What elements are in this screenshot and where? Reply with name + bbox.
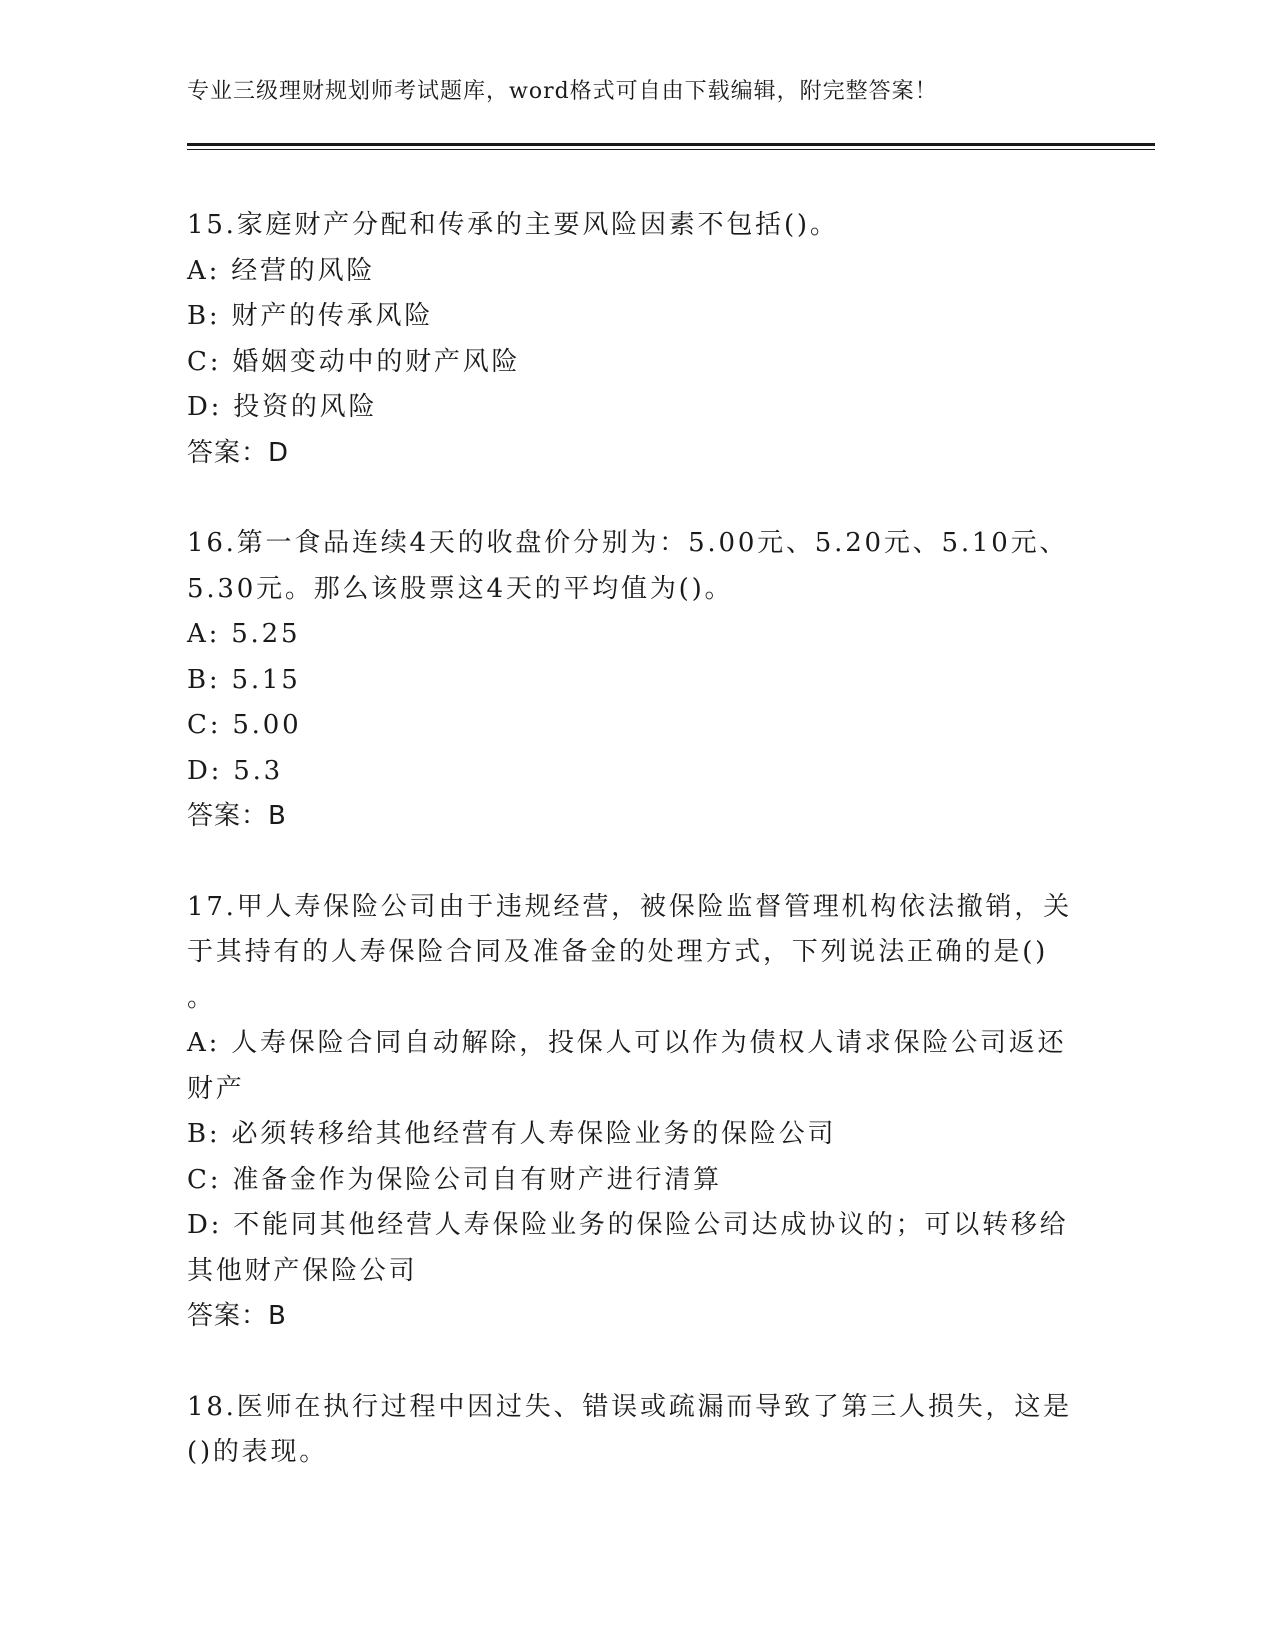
question-stem-line: 。	[187, 982, 216, 1013]
page-header: 专业三级理财规划师考试题库，word格式可自由下载编辑，附完整答案！	[187, 79, 938, 104]
question-stem-line: 17.甲人寿保险公司由于违规经营，被保险监督管理机构依法撤销，关	[187, 891, 1072, 922]
option-c: C: 5.00	[187, 710, 302, 740]
question-stem-line: 15.家庭财产分配和传承的主要风险因素不包括()。	[187, 210, 839, 240]
question-stem-line: ()的表现。	[187, 1437, 329, 1467]
header-rule-thin	[187, 149, 1155, 150]
question-15	[187, 203, 1082, 476]
option-a: A: 经营的风险	[187, 255, 376, 286]
option-c: C: 准备金作为保险公司自有财产进行清算	[187, 1164, 722, 1195]
answer-line: 答案：B	[187, 1301, 287, 1331]
option-d: D: 投资的风险	[187, 392, 378, 422]
question-list	[187, 203, 1082, 1521]
question-17	[187, 885, 1082, 1340]
question-stem-line: 于其持有的人寿保险合同及准备金的处理方式，下列说法正确的是()	[187, 937, 1049, 967]
answer-line: 答案：D	[187, 437, 290, 468]
option-d: D: 不能同其他经营人寿保险业务的保险公司达成协议的；可以转移给	[187, 1210, 1069, 1240]
question-18	[187, 1385, 1082, 1476]
option-a-continued: 财产	[187, 1073, 245, 1104]
question-stem-line: 16.第一食品连续4天的收盘价分别为：5.00元、5.20元、5.10元、	[187, 528, 1069, 558]
option-b: B: 必须转移给其他经营有人寿保险业务的保险公司	[187, 1119, 837, 1149]
option-a: A: 5.25	[187, 619, 301, 649]
option-c: C: 婚姻变动中的财产风险	[187, 346, 521, 377]
answer-line: 答案：B	[187, 801, 287, 831]
option-b: B: 财产的传承风险	[187, 301, 434, 331]
option-d: D: 5.3	[187, 755, 284, 786]
question-stem-line: 18.医师在执行过程中因过失、错误或疏漏而导致了第三人损失，这是	[187, 1391, 1072, 1422]
header-rule-thick	[187, 143, 1155, 146]
question-16	[187, 521, 1082, 840]
option-a: A: 人寿保险合同自动解除，投保人可以作为债权人请求保险公司返还	[187, 1028, 1067, 1058]
question-stem-line: 5.30元。那么该股票这4天的平均值为()。	[187, 573, 734, 604]
option-d-continued: 其他财产保险公司	[187, 1255, 418, 1286]
option-b: B: 5.15	[187, 664, 301, 695]
